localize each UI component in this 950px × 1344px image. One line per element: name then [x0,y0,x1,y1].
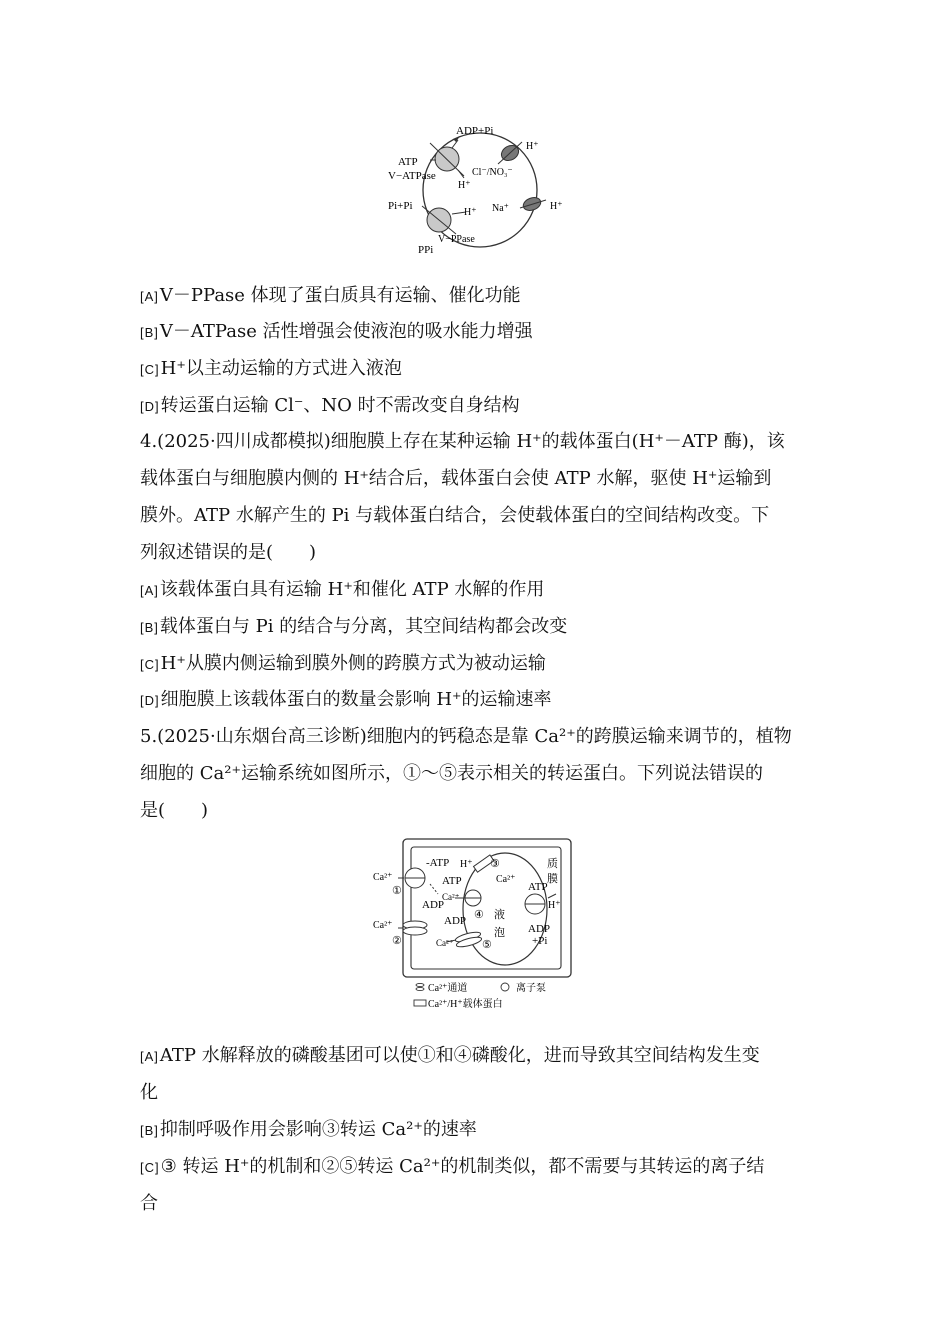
adp-label: ADP [444,915,467,927]
q3-option-c: [C]H⁺以主动运输的方式进入液泡 [140,358,402,379]
zhi-label: 质 [547,858,558,870]
mo-label: 膜 [547,873,558,885]
pi-pi-label: Pi+Pi [388,200,413,212]
number-1-label: ① [392,885,402,897]
h-plus-label: H⁺ [464,207,477,218]
h-plus-label: H⁺ [460,859,473,870]
q5-stem-line: 细胞的 Ca²⁺运输系统如图所示，①～⑤表示相关的转运蛋白。下列说法错误的 [140,763,763,784]
channel-legend-icon [416,983,424,986]
q3-option-d: [D]转运蛋白运输 Cl⁻、NO 时不需改变自身结构 [140,395,520,416]
atp-label: ATP [398,156,418,168]
atp-label: ATP [528,881,548,893]
q4-stem-line: 4.(2025·四川成都模拟)细胞膜上存在某种运输 H⁺的载体蛋白(H⁺－ATP 酶)，该 [140,431,785,452]
calcium-transport-diagram [370,834,580,1016]
h-plus-label: H⁺ [458,180,471,191]
ca-label: Ca²⁺ [442,892,460,902]
pump-legend-icon [501,983,509,991]
q5-option-a: [A]ATP 水解释放的磷酸基团可以使①和④磷酸化，进而导致其空间结构发生变 [140,1045,760,1066]
atp-label: ATP [442,875,462,887]
ye-label: 液 [494,909,505,921]
adp-label: ADP [528,923,551,935]
ca-label: Ca²⁺ [373,872,393,883]
legend-pump: 离子泵 [516,983,546,994]
q5-option-a-cont: 化 [140,1082,158,1103]
number-5-label: ⑤ [482,939,492,951]
ca-label: Ca²⁺ [373,920,393,931]
cl-no3-label: Cl⁻/NO₃⁻ [472,167,513,178]
q4-option-c: [C]H⁺从膜内侧运输到膜外侧的跨膜方式为被动运输 [140,653,546,674]
q4-stem-line: 膜外。ATP 水解产生的 Pi 与载体蛋白结合，会使载体蛋白的空间结构改变。下 [140,505,770,526]
ca-label: Ca²⁺ [496,874,516,885]
adp-label: ADP [422,899,445,911]
number-4-label: ④ [474,909,484,921]
pi-label: +Pi [532,935,548,947]
q4-stem-line: 载体蛋白与细胞膜内侧的 H⁺结合后，载体蛋白会使 ATP 水解，驱使 H⁺运输到 [140,468,772,489]
ca-label: Ca²⁺ [436,938,454,948]
q4-option-a: [A]该载体蛋白具有运输 H⁺和催化 ATP 水解的作用 [140,579,545,600]
h-plus-label: H⁺ [548,900,561,911]
v-ppase-label: V−PPase [438,234,475,245]
vacuole-transport-diagram [380,118,580,258]
q4-option-b: [B]载体蛋白与 Pi 的结合与分离，其空间结构都会改变 [140,616,568,637]
adp-pi-label: ADP+Pi [456,125,494,137]
q5-stem-line: 5.(2025·山东烟台高三诊断)细胞内的钙稳态是靠 Ca²⁺的跨膜运输来调节的，植物 [140,726,792,747]
q3-option-a: [A]V－PPase 体现了蛋白质具有运输、催化功能 [140,285,521,306]
h-plus-label: H⁺ [550,201,563,212]
number-3-label: ③ [490,858,500,870]
q4-option-d: [D]细胞膜上该载体蛋白的数量会影响 H⁺的运输速率 [140,689,552,710]
q5-option-c-cont: 合 [140,1193,158,1214]
q5-option-b: [B]抑制呼吸作用会影响③转运 Ca²⁺的速率 [140,1119,477,1140]
na-plus-label: Na⁺ [492,203,509,214]
q3-option-b: [B]V－ATPase 活性增强会使液泡的吸水能力增强 [140,321,533,342]
atp-label: -ATP [426,857,450,869]
pao-label: 泡 [494,927,505,939]
q5-option-c: [C]③ 转运 H⁺的机制和②⑤转运 Ca²⁺的机制类似，都不需要与其转运的离子结 [140,1156,765,1177]
v-atpase-label: V−ATPase [388,170,436,182]
legend-channel: Ca²⁺通道 [428,983,468,994]
ppi-label: PPi [418,244,434,256]
q4-stem-line: 列叙述错误的是( ) [140,542,317,563]
q5-stem-line: 是( ) [140,800,209,821]
legend-carrier: Ca²⁺/H⁺载体蛋白 [428,999,503,1010]
carrier-legend-icon [414,1000,426,1006]
h-plus-label: H⁺ [526,141,539,152]
number-2-label: ② [392,935,402,947]
